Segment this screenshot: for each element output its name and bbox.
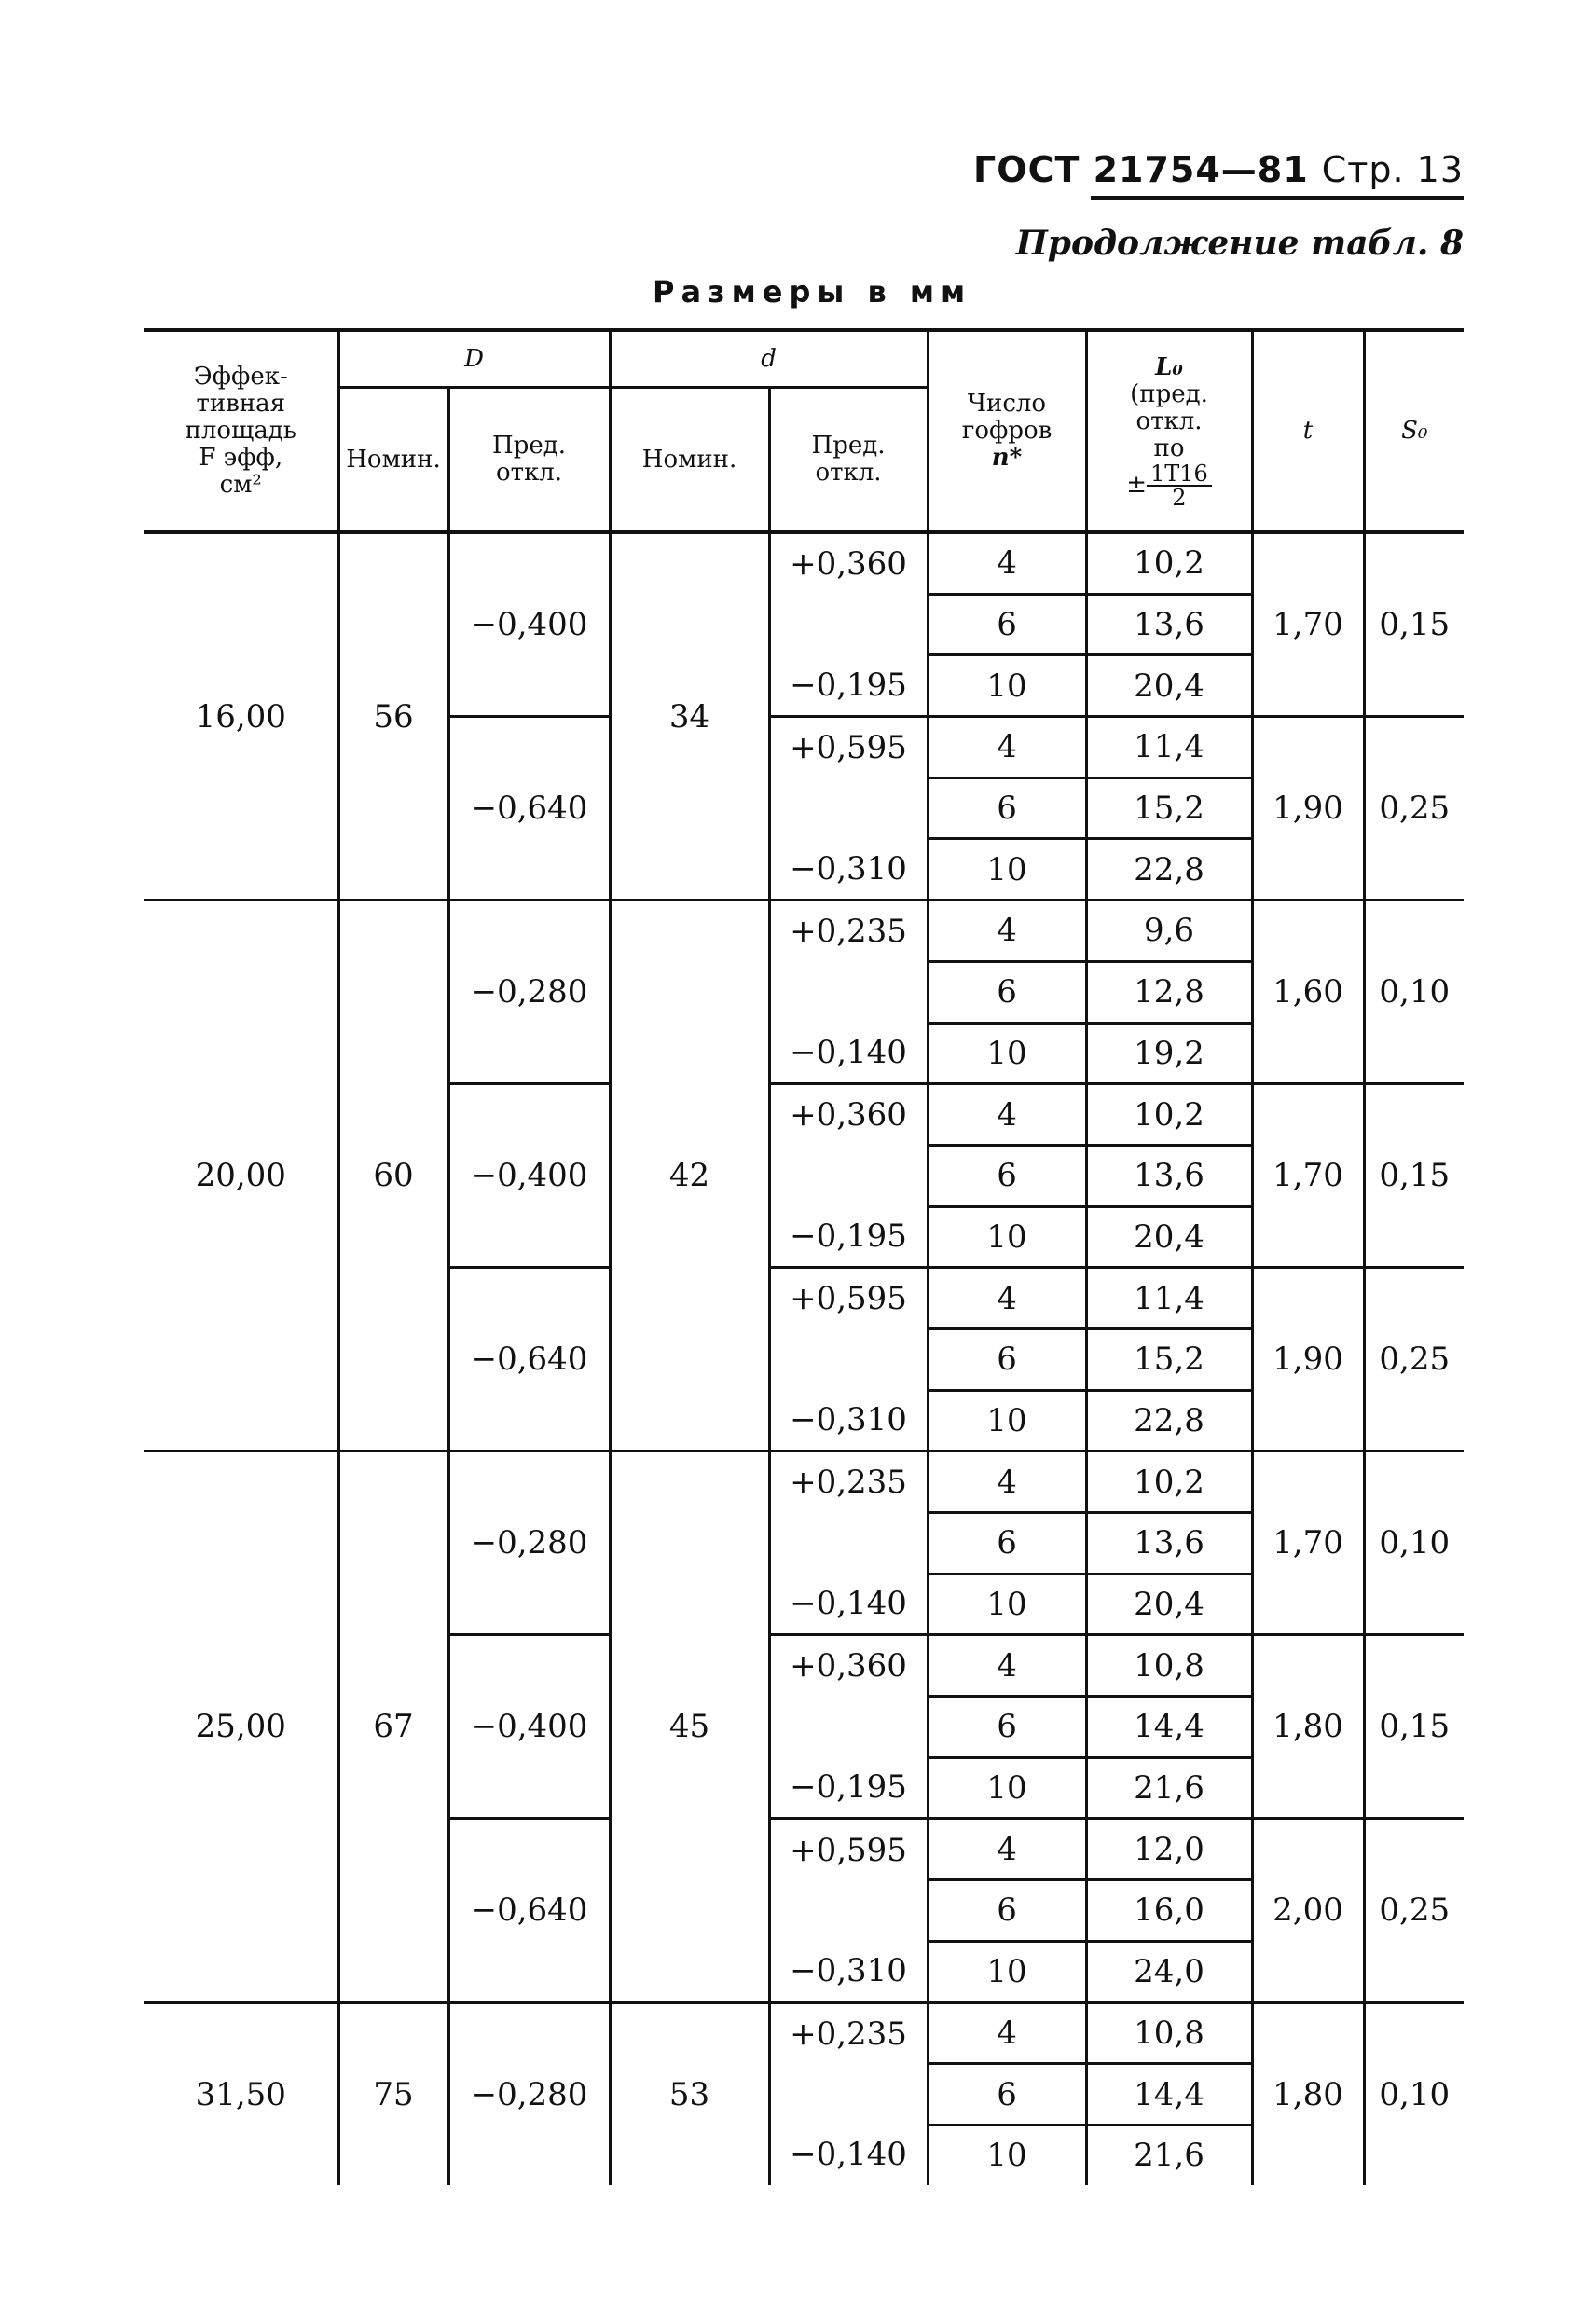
page-number: Стр. 13 — [1321, 149, 1464, 190]
col-header-D-pred: Пред. откл. — [448, 388, 610, 533]
cell-s0: 0,10 — [1364, 1451, 1464, 1635]
cell-s0: 0,15 — [1364, 1084, 1464, 1268]
cell-s0: 0,15 — [1364, 532, 1464, 717]
cell-D-pred: −0,640 — [448, 1268, 610, 1451]
table-body — [144, 532, 1464, 2185]
cell-t: 1,70 — [1252, 1084, 1364, 1268]
cell-s0: 0,15 — [1364, 1635, 1464, 1819]
cell-d-pred: +0,595 — [769, 1268, 928, 1329]
cell-t: 1,60 — [1252, 901, 1364, 1084]
cell-D-pred: −0,280 — [448, 2002, 610, 2185]
cell-d-pred — [769, 1328, 928, 1390]
page-header — [973, 149, 1464, 190]
cell-area: 16,00 — [144, 532, 338, 901]
cell-n: 6 — [928, 1513, 1086, 1575]
cell-d-pred: +0,235 — [769, 901, 928, 962]
cell-L0: 15,2 — [1086, 777, 1252, 839]
cell-area: 20,00 — [144, 901, 338, 1451]
cell-n: 4 — [928, 1451, 1086, 1513]
cell-area: 25,00 — [144, 1451, 338, 2002]
cell-n: 10 — [928, 839, 1086, 901]
cell-L0: 13,6 — [1086, 1513, 1252, 1575]
cell-n: 4 — [928, 2002, 1086, 2064]
cell-t: 1,80 — [1252, 1635, 1364, 1819]
cell-t: 2,00 — [1252, 1819, 1364, 2002]
cell-n: 6 — [928, 1880, 1086, 1942]
cell-n: 4 — [928, 717, 1086, 778]
table-row — [144, 532, 1464, 594]
cell-n: 6 — [928, 777, 1086, 839]
cell-D-pred: −0,280 — [448, 1451, 610, 1635]
cell-L0: 14,4 — [1086, 2064, 1252, 2125]
units-caption: Размеры в мм — [653, 274, 972, 310]
cell-d-nomin: 34 — [610, 532, 769, 901]
cell-L0: 21,6 — [1086, 1757, 1252, 1819]
cell-d-pred — [769, 961, 928, 1023]
cell-d-pred: −0,140 — [769, 1574, 928, 1635]
cell-d-pred: −0,140 — [769, 1023, 928, 1084]
cell-L0: 16,0 — [1086, 1880, 1252, 1942]
col-header-d-pred: Пред. откл. — [769, 388, 928, 533]
cell-L0: 11,4 — [1086, 717, 1252, 778]
col-header-area: Эффек- тивная площадь F эфф, см² — [144, 330, 338, 532]
cell-d-nomin: 45 — [610, 1451, 769, 2002]
cell-d-pred: −0,310 — [769, 1390, 928, 1451]
cell-d-pred: −0,195 — [769, 1206, 928, 1268]
cell-L0: 13,6 — [1086, 594, 1252, 655]
cell-L0: 15,2 — [1086, 1328, 1252, 1390]
cell-n: 6 — [928, 1697, 1086, 1758]
cell-d-pred: −0,195 — [769, 655, 928, 717]
table-row — [144, 2002, 1464, 2064]
cell-L0: 20,4 — [1086, 1574, 1252, 1635]
table-continuation-label: Продолжение табл. 8 — [1015, 224, 1464, 263]
cell-L0: 20,4 — [1086, 655, 1252, 717]
cell-n: 10 — [928, 1206, 1086, 1268]
cell-n: 10 — [928, 1390, 1086, 1451]
cell-n: 6 — [928, 1145, 1086, 1206]
cell-d-pred — [769, 1513, 928, 1575]
standard-number: ГОСТ 21754—81 — [973, 149, 1309, 190]
cell-D-nomin: 67 — [338, 1451, 448, 2002]
cell-L0: 12,0 — [1086, 1819, 1252, 1880]
cell-D-nomin: 75 — [338, 2002, 448, 2185]
cell-d-pred: −0,195 — [769, 1757, 928, 1819]
cell-n: 4 — [928, 1084, 1086, 1146]
col-header-s0: S₀ — [1364, 330, 1464, 532]
cell-n: 4 — [928, 1819, 1086, 1880]
col-header-n: Число гофров n* — [928, 330, 1086, 532]
cell-L0: 10,2 — [1086, 1451, 1252, 1513]
col-header-L0: L₀ (пред. откл. по ± $\frac{1T16}{2}$ — [1086, 330, 1252, 532]
cell-area: 31,50 — [195, 2075, 286, 2113]
cell-n: 4 — [928, 901, 1086, 962]
cell-d-pred: −0,140 — [769, 2125, 928, 2184]
cell-n: 10 — [928, 655, 1086, 717]
cell-s0: 0,25 — [1364, 1268, 1464, 1451]
cell-L0: 22,8 — [1086, 839, 1252, 901]
col-header-d-nomin: Номин. — [610, 388, 769, 533]
cell-d-pred: +0,595 — [769, 1819, 928, 1880]
cell-D-pred: −0,400 — [448, 532, 610, 717]
cell-d-pred: +0,360 — [769, 532, 928, 594]
table-row — [144, 1451, 1464, 1513]
cell-d-pred: +0,235 — [769, 2002, 928, 2064]
cell-D-nomin: 56 — [338, 532, 448, 901]
col-header-D: D — [338, 330, 610, 388]
cell-s0: 0,10 — [1364, 901, 1464, 1084]
cell-L0: 10,8 — [1086, 2002, 1252, 2064]
cell-L0: 22,8 — [1086, 1390, 1252, 1451]
col-header-d: d — [610, 330, 928, 388]
cell-n: 10 — [928, 1574, 1086, 1635]
cell-D-pred: −0,400 — [448, 1084, 610, 1268]
cell-n: 6 — [928, 961, 1086, 1023]
cell-t: 1,90 — [1252, 1268, 1364, 1451]
col-header-D-nomin: Номин. — [338, 388, 448, 533]
cell-L0: 20,4 — [1086, 1206, 1252, 1268]
cell-d-pred — [769, 1697, 928, 1758]
cell-t: 1,70 — [1252, 532, 1364, 717]
cell-L0: 10,2 — [1086, 532, 1252, 594]
cell-d-pred — [769, 2064, 928, 2125]
cell-d-pred — [769, 777, 928, 839]
cell-L0: 9,6 — [1086, 901, 1252, 962]
cell-s0: 0,25 — [1364, 717, 1464, 901]
col-header-t: t — [1252, 330, 1364, 532]
cell-d-pred — [769, 594, 928, 655]
cell-d-pred: +0,360 — [769, 1635, 928, 1697]
cell-L0: 12,8 — [1086, 961, 1252, 1023]
cell-d-nomin: 42 — [610, 901, 769, 1451]
cell-n: 6 — [928, 1328, 1086, 1390]
cell-d-pred: −0,310 — [769, 839, 928, 901]
cell-d-pred — [769, 1880, 928, 1942]
cell-d-pred: +0,235 — [769, 1451, 928, 1513]
cell-L0: 10,2 — [1086, 1084, 1252, 1146]
cell-D-nomin: 60 — [338, 901, 448, 1451]
cell-n: 10 — [928, 2125, 1086, 2184]
cell-d-nomin: 53 — [610, 2002, 769, 2185]
cell-D-pred: −0,640 — [448, 717, 610, 901]
cell-D-pred: −0,280 — [448, 901, 610, 1084]
cell-t: 1,90 — [1252, 717, 1364, 901]
cell-D-pred: −0,400 — [448, 1635, 610, 1819]
cell-n: 4 — [928, 532, 1086, 594]
cell-n: 10 — [928, 1757, 1086, 1819]
cell-t: 1,70 — [1252, 1451, 1364, 1635]
cell-n: 4 — [928, 1268, 1086, 1329]
cell-L0: 21,6 — [1086, 2125, 1252, 2184]
cell-L0: 11,4 — [1086, 1268, 1252, 1329]
cell-d-pred: −0,310 — [769, 1941, 928, 2002]
cell-t: 1,80 — [1252, 2002, 1364, 2185]
dimensions-table — [144, 328, 1464, 2185]
cell-n: 6 — [928, 594, 1086, 655]
header-rule — [1091, 196, 1464, 200]
cell-s0: 0,25 — [1364, 1819, 1464, 2002]
cell-d-pred: +0,595 — [769, 717, 928, 778]
cell-L0: 19,2 — [1086, 1023, 1252, 1084]
table-row — [144, 901, 1464, 962]
cell-L0: 24,0 — [1086, 1941, 1252, 2002]
cell-L0: 13,6 — [1086, 1145, 1252, 1206]
cell-s0: 0,10 — [1364, 2002, 1464, 2185]
cell-n: 6 — [928, 2064, 1086, 2125]
cell-n: 10 — [928, 1941, 1086, 2002]
cell-L0: 10,8 — [1086, 1635, 1252, 1697]
cell-n: 4 — [928, 1635, 1086, 1697]
cell-D-pred: −0,640 — [448, 1819, 610, 2002]
cell-n: 10 — [928, 1023, 1086, 1084]
cell-L0: 14,4 — [1086, 1697, 1252, 1758]
cell-d-pred — [769, 1145, 928, 1206]
cell-d-pred: +0,360 — [769, 1084, 928, 1146]
